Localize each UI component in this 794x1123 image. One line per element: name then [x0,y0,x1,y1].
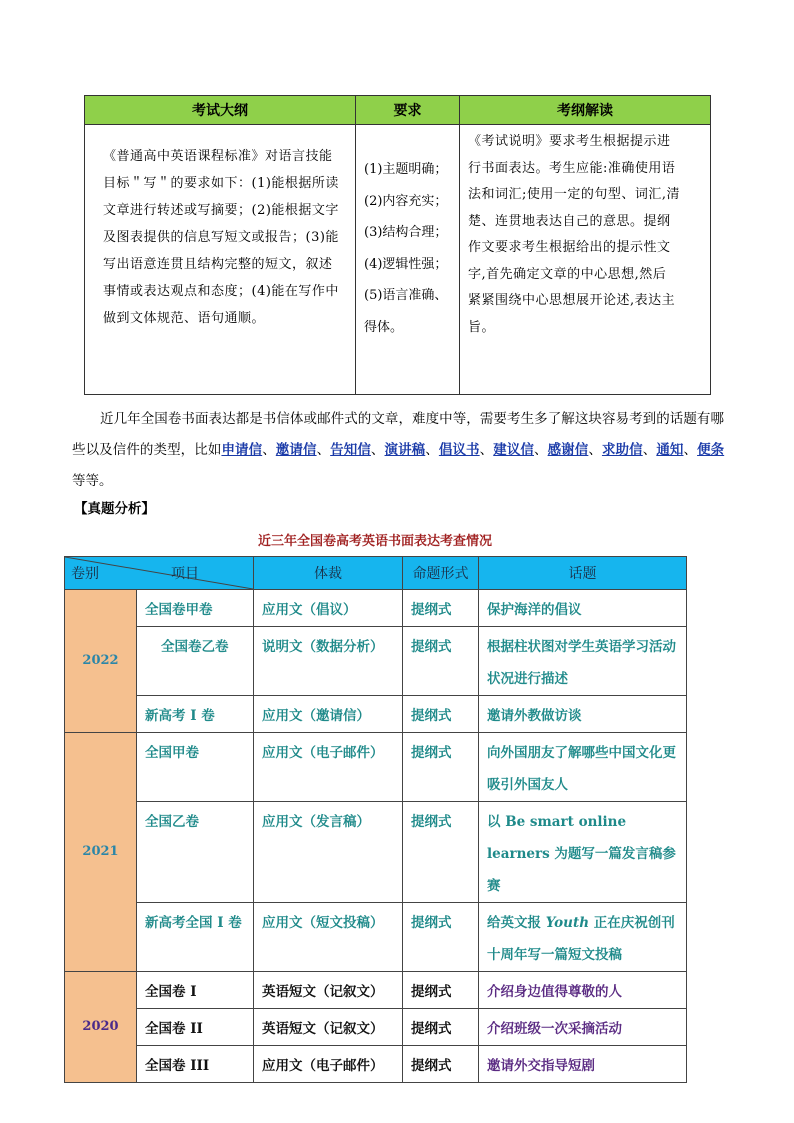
header-requirements: 要求 [356,96,460,125]
form-cell: 提纲式 [403,802,479,903]
topic-cell [479,903,687,972]
link-thank-you-letter[interactable]: 感谢信 [547,442,589,458]
genre-cell: 说明文（数据分析） [254,627,403,696]
link-invitation-letter[interactable]: 邀请信 [275,442,317,458]
genre-cell: 应用文（电子邮件） [254,1046,403,1083]
topic-cell: 根据柱状图对学生英语学习活动状况进行描述 [479,627,687,696]
interpretation-line: 行书面表达。考生应能:准确使用语 [468,160,676,176]
topic-cell: 以 Be smart online learners 为题写一篇发言稿参赛 [479,802,687,903]
syllabus-line: 写出语意连贯且结构完整的短文，叙述 [103,257,333,272]
syllabus-line: 做到文体规范、语句通顺。 [103,311,266,326]
form-cell: 提纲式 [403,733,479,802]
requirement-item: (5)语言准确、 [364,288,448,303]
topic-text: 给英文报 [487,915,546,931]
interpretation-cell [460,125,711,395]
header-syllabus: 考试大纲 [85,96,356,125]
form-cell: 提纲式 [403,1009,479,1046]
header-interpretation: 考纲解读 [460,96,711,125]
requirement-item: 得体。 [364,319,404,335]
form-cell: 提纲式 [403,903,479,972]
topic-cell: 保护海洋的倡议 [479,590,687,627]
form-cell: 提纲式 [403,590,479,627]
table-row [65,1009,687,1046]
year-cell-2020: 2020 [65,972,137,1083]
genre-cell: 英语短文（记叙文） [254,972,403,1009]
link-application-letter[interactable]: 申请信 [221,442,263,458]
table-row [65,903,687,972]
exam-table-header [65,557,687,590]
link-separator: 、 [683,442,698,458]
syllabus-table [84,95,711,395]
syllabus-table-row [85,125,711,395]
table-row [65,627,687,696]
section-heading: 【真题分析】 [74,501,155,517]
paper-cell: 全国甲卷 [137,733,254,802]
header-topic: 话题 [479,557,687,590]
table-row [65,1046,687,1083]
requirement-item: (1)主题明确； [364,162,448,177]
requirement-item: (3)结构合理； [364,225,448,240]
interpretation-line: 旨。 [468,319,496,335]
topic-cell: 邀请外教做访谈 [479,696,687,733]
syllabus-line: 事情或表达观点和态度；(4)能在写作中 [103,284,339,299]
topic-italic-text: Youth [545,915,590,931]
syllabus-line: 《普通高中英语课程标准》对语言技能 [103,149,333,164]
link-separator: 、 [370,442,385,458]
paper-cell: 新高考全国 I 卷 [137,903,254,972]
table-row [65,590,687,627]
genre-cell: 应用文（短文投稿） [254,903,403,972]
requirement-item: (4)逻辑性强； [364,256,448,272]
link-separator: 、 [425,442,439,458]
genre-cell: 应用文（邀请信） [254,696,403,733]
genre-cell: 应用文（电子邮件） [254,733,403,802]
syllabus-table-header [85,96,711,125]
syllabus-cell [85,125,356,395]
topic-cell: 向外国朋友了解哪些中国文化更吸引外国友人 [479,733,687,802]
syllabus-line: 目标＂写＂的要求如下：(1)能根据所读 [103,176,339,191]
topic-text: 正在庆祝创刊十周年写一篇短文投稿 [487,915,675,963]
paragraph-text: 近几年全国卷书面表达都是书信体或邮件式的文章，难度中等，需要考生多了解这块容易考到的话题有哪些以及信件的类型，比如 [72,411,724,458]
link-speech[interactable]: 演讲稿 [384,442,426,458]
genre-cell: 应用文（发言稿） [254,802,403,903]
year-cell-2022: 2022 [65,590,137,733]
header-paper: 卷别 [71,566,99,582]
exam-table-title: 近三年全国卷高考英语书面表达考查情况 [257,534,492,549]
link-help-letter[interactable]: 求助信 [601,442,643,458]
link-notice-letter[interactable]: 告知信 [330,442,371,458]
paper-cell: 全国卷乙卷 [137,627,254,696]
link-separator: 、 [316,442,331,458]
topic-cell: 邀请外交指导短剧 [479,1046,687,1083]
interpretation-line: 楚、连贯地表达自己的意思。提纲 [468,213,671,229]
interpretation-line: 紧紧围绕中心思想展开论述,表达主 [468,293,676,308]
header-genre: 体裁 [254,557,403,590]
intro-paragraph [72,404,724,497]
interpretation-line: 作文要求考生根据给出的提示性文 [468,240,671,255]
link-separator: 、 [588,442,602,458]
topic-cell: 介绍身边值得尊敬的人 [479,972,687,1009]
table-row [65,733,687,802]
paper-cell: 全国卷 III [137,1046,254,1083]
paragraph-text-end: 等等。 [72,473,113,489]
paper-cell: 新高考 I 卷 [137,696,254,733]
form-cell: 提纲式 [403,627,479,696]
interpretation-line: 《考试说明》要求考生根据提示进 [468,134,671,149]
paper-cell: 全国卷 I [137,972,254,1009]
paper-cell: 全国乙卷 [137,802,254,903]
header-paper-item [65,557,254,590]
interpretation-line: 字,首先确定文章的中心思想,然后 [468,266,667,282]
link-separator: 、 [642,442,657,458]
topic-cell: 介绍班级一次采摘活动 [479,1009,687,1046]
table-row [65,802,687,903]
genre-cell: 应用文（倡议） [254,590,403,627]
paper-cell: 全国卷 II [137,1009,254,1046]
requirements-cell [356,125,460,395]
header-form: 命题形式 [403,557,479,590]
form-cell: 提纲式 [403,1046,479,1083]
paper-cell: 全国卷甲卷 [137,590,254,627]
link-separator: 、 [262,442,276,458]
table-row [65,972,687,1009]
syllabus-line: 文章进行转述或写摘要；(2)能根据文字 [103,203,339,218]
form-cell: 提纲式 [403,696,479,733]
link-note[interactable]: 便条 [697,442,725,458]
link-proposal[interactable]: 倡议书 [438,442,480,458]
table-row [65,696,687,733]
interpretation-line: 法和词汇;使用一定的句型、词汇,清 [468,187,681,202]
link-suggestion-letter[interactable]: 建议信 [493,442,534,458]
form-cell: 提纲式 [403,972,479,1009]
requirement-item: (2)内容充实； [364,193,448,209]
syllabus-line: 及图表提供的信息写短文或报告；(3)能 [103,230,339,245]
link-separator: 、 [534,442,548,458]
link-notice[interactable]: 通知 [656,442,684,458]
exam-table [64,556,687,1083]
link-separator: 、 [479,442,494,458]
year-cell-2021: 2021 [65,733,137,972]
genre-cell: 英语短文（记叙文） [254,1009,403,1046]
header-item: 项目 [171,566,199,582]
